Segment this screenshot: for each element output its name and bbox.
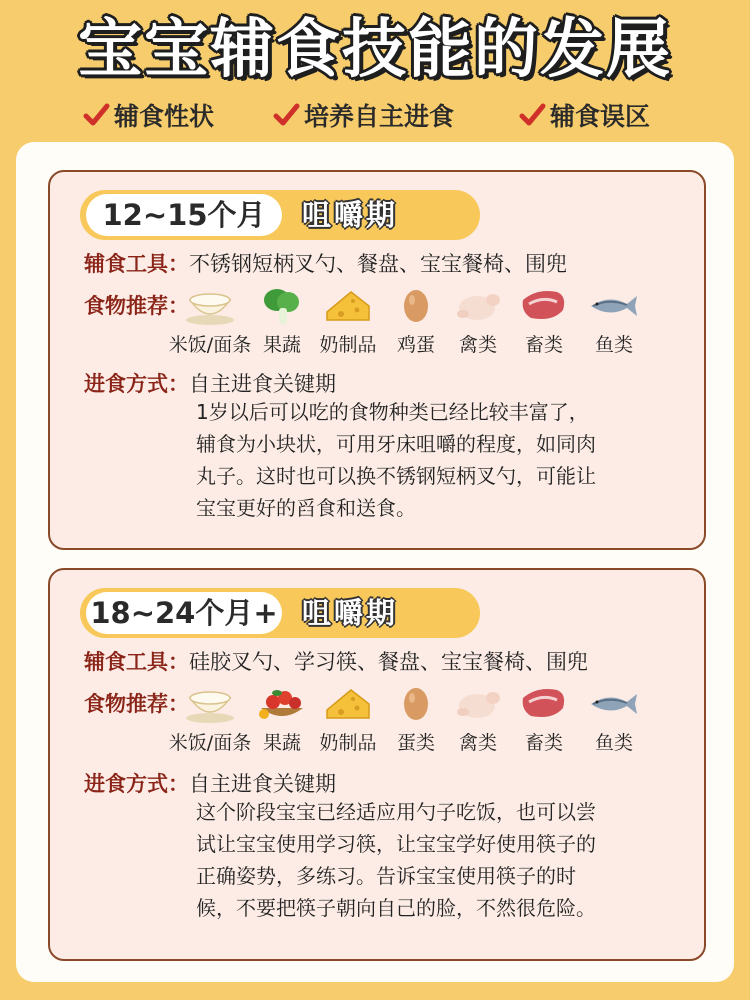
stage-card-12-15 [48, 170, 706, 550]
stage-name: 咀嚼期 [302, 596, 399, 630]
food-item [572, 682, 656, 755]
vegetable-icon [255, 284, 309, 326]
egg-icon [389, 284, 443, 326]
tag-label: 辅食性状 [114, 102, 215, 131]
method-row [84, 768, 336, 798]
description-line: 丸子。这时也可以换不锈钢短柄叉勺，可能让 [196, 464, 596, 488]
food-label: 禽类 [458, 732, 497, 754]
tag-label: 辅食误区 [550, 102, 651, 131]
fish-icon [587, 682, 641, 724]
tag-misconceptions [518, 98, 650, 132]
meat-icon [517, 284, 571, 326]
age-range: 12~15个月 [86, 194, 282, 236]
food-label: 奶制品 [319, 732, 377, 754]
food-label: 鸡蛋 [396, 334, 435, 356]
food-item [572, 284, 656, 357]
tag-self-feeding [272, 98, 454, 132]
description-line: 1岁以后可以吃的食物种类已经比较丰富了， [196, 400, 589, 424]
food-label: 蛋类 [396, 732, 435, 754]
food-label: 果蔬 [262, 334, 301, 356]
stage-card-18-24 [48, 568, 706, 961]
cheese-icon [321, 682, 375, 724]
stage-header [80, 190, 480, 240]
method-row [84, 368, 336, 398]
tag-bar [0, 98, 750, 132]
food-label: 畜类 [524, 334, 563, 356]
age-range: 18~24个月+ [86, 592, 282, 634]
tools-label: 辅食工具： [84, 650, 189, 674]
tag-label: 培养自主进食 [304, 102, 455, 131]
egg-icon [389, 682, 443, 724]
tools-row [84, 646, 588, 676]
food-label: 鱼类 [594, 732, 633, 754]
method-description [196, 396, 686, 524]
description-line: 试让宝宝使用学习筷，让宝宝学好使用筷子的 [196, 832, 596, 856]
description-line: 辅食为小块状，可用牙床咀嚼的程度，如同肉 [196, 432, 596, 456]
food-label: 食物推荐： [84, 692, 189, 716]
food-label: 禽类 [458, 334, 497, 356]
description-line: 候，不要把筷子朝向自己的脸，不然很危险。 [196, 896, 596, 920]
poultry-icon [451, 682, 505, 724]
vegetable-icon [255, 682, 309, 724]
fish-icon [587, 284, 641, 326]
stage-name: 咀嚼期 [302, 198, 399, 232]
food-label: 米饭/面条 [168, 334, 252, 356]
food-label: 奶制品 [319, 334, 377, 356]
description-line: 正确姿势，多练习。告诉宝宝使用筷子的时 [196, 864, 576, 888]
tools-value: 硅胶叉勺、学习筷、餐盘、宝宝餐椅、围兜 [189, 650, 588, 674]
meat-icon [517, 682, 571, 724]
method-label: 进食方式： [84, 372, 189, 396]
stage-header [80, 588, 480, 638]
food-label: 鱼类 [594, 334, 633, 356]
check-icon [82, 101, 110, 129]
tools-label: 辅食工具： [84, 252, 189, 276]
food-label: 食物推荐： [84, 294, 189, 318]
food-list [168, 284, 678, 364]
bowl-icon [183, 284, 237, 326]
bowl-icon [183, 682, 237, 724]
method-label: 进食方式： [84, 772, 189, 796]
method-title: 自主进食关键期 [189, 772, 336, 796]
food-list [168, 682, 678, 762]
tag-food-texture [82, 98, 214, 132]
food-label: 果蔬 [262, 732, 301, 754]
food-label: 米饭/面条 [168, 732, 252, 754]
description-line: 宝宝更好的舀食和送食。 [196, 496, 416, 520]
tools-row [84, 248, 567, 278]
check-icon [518, 101, 546, 129]
food-label: 畜类 [524, 732, 563, 754]
tools-value: 不锈钢短柄叉勺、餐盘、宝宝餐椅、围兜 [189, 252, 567, 276]
cheese-icon [321, 284, 375, 326]
page-title: 宝宝辅食技能的发展 [78, 13, 672, 87]
description-line: 这个阶段宝宝已经适应用勺子吃饭，也可以尝 [196, 800, 596, 824]
check-icon [272, 101, 300, 129]
poultry-icon [451, 284, 505, 326]
method-title: 自主进食关键期 [189, 372, 336, 396]
method-description [196, 796, 686, 924]
